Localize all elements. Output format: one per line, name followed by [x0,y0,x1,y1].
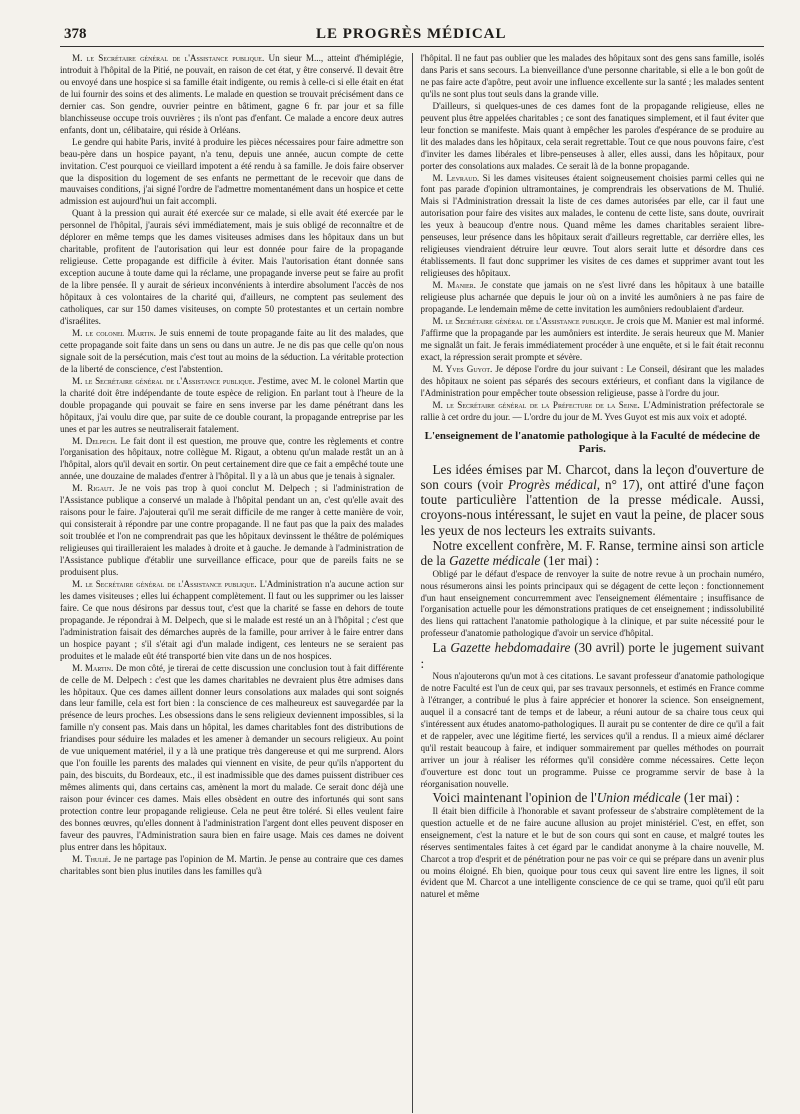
lead-text: La [432,640,451,656]
cited-journal: Progrès médical [508,476,597,492]
paragraph [421,280,765,316]
quoted-extract: Nous n'ajouterons qu'un mot à ces citations. Le savant professeur d'anatomie pathologique de notre Faculté est l'un de ceux qui, par ses travaux personnels, et estimés en France comme à l'étranger, a contribué le plus à faire apprécier et honorer la science. Son enseignement, auquel il a consacré tant de temps et de labeur, a réuni autour de sa chaire tous ceux qui s'intéressent aux études anatomo-pathologiques. Il aurait pu se contenter de dire ce qu'il a fait et de rappeler, avec une légitime fierté, les services qu'il a rendus. Il a mieux aimé déclarer qu'il restait beaucoup à faire, et indiquer sommairement par quelles méthodes on pourrait arriver un jour à réaliser les réformes qu'il considère comme nécessaires. Cette leçon d'ouverture est donc tout un programme. Puisse ce programme servir de base à la réorganisation nouvelle. [420,670,764,789]
speaker-name: M. Rigaut. [72,483,115,494]
cited-journal: Union médicale [596,790,681,806]
article-columns [60,53,764,1113]
speaker-name: M. le Secrétaire général de l'Assistance publique. [72,375,255,386]
paragraph-text: Un sieur M..., atteint d'hémiplégie, introduit à l'hôpital de la Pitié, ne pouvait, en raison de cet état, y être conservé. Il devait être ou envoyé dans une hospice si sa famille était indigente, ou remis à celle-ci si elle était en état de lui fournir des soins et des aliments. Le malade en question se trouvait précisément dans ce dernier cas. Son gendre, ouvrier peintre en bâtiment, gagne 6 fr. par jour et sa fille blanchisseuse occupe trois ouvrières ; ils n'ont pas d'enfant. Ce malade a encore deux autres enfants, dont un, célibataire, qui réside à Orléans. [60,53,404,135]
paragraph [60,436,404,484]
lead-paragraph [421,790,765,805]
cited-journal: Gazette hebdomadaire [450,640,571,656]
paragraph-text: Si les dames visiteuses étaient soigneusement choisies parmi celles qui ne font pas parade d'opinion ultramontaines, je comprendrais les observations de M. Thulié. Mais si l'Administration dressait la liste de ces dames autorisées par elle, car il faut une autorisation pour faire des visites aux malades, le contenu de cette liste, sans doute, ouvrirait les yeux à beaucoup d'entre nous. Quand même les dames charitables seraient libre-penseuses, leur présence dans les hôpitaux serait d'ailleurs regrettable, car derrière elles, les religieuses viendraient détruire leur œuvre. Tout alors serait lutte et désordre dans ces établissements. Il faut donc supprimer les visites de ces dames et supprimer avant tout les religieuses des hôpitaux. [420,172,764,279]
lead-paragraph [421,640,765,671]
cited-journal: Gazette médicale [449,553,541,569]
paragraph-text: Je dépose l'ordre du jour suivant : Le Conseil, désirant que les malades des hôpitaux ne soient pas séparés des secours extérieurs, et confiant dans la vigilance de l'Administration pour empêcher toute obsession religieuse, passe à l'ordre du jour. [420,363,764,398]
paragraph [421,364,765,400]
paragraph-text: Quant à la pression qui aurait été exercée sur ce malade, si elle avait été exercée par le personnel de l'hôpital, j'aurais sévi immédiatement, mais je suis obligé de reconnaître et de déplorer en même temps que les dames visiteuses admises dans les hôpitaux dans un but charitable, profitent de l'autorisation qui leur est donnée pour faire de la propagande religieuse. Cette propagande est difficile à éviter. Mais l'autorisation étant donnée sans exception aucune à toute dame qui la réclame, une propagande inverse peut se faire au profit de la libre pensée. Il y aurait de sérieux inconvénients à interdire absolument l'accès de nos hôpitaux à ces volontaires de la charité qui, d'ailleurs, ne comptent pas seulement des catholiques, car sur 150 dames visiteuses, on compte 50 protestantes et un certain nombre d'israélites. [60,208,404,326]
speaker-name: M. Delpech. [72,435,118,446]
paragraph-text: l'hôpital. Il ne faut pas oublier que les malades des hôpitaux sont des gens sans famille, isolés dans Paris et sans secours. La bienveillance d'une personne charitable, si elle a le bon goût de ne pas faire acte d'apôtre, peut avoir une influence excellente sur la santé ; les malades sentent qu'ils ne sont plus tout seuls dans la grande ville. [420,53,764,99]
speaker-name: M. le Secrétaire général de l'Assistance publique. [72,53,265,63]
running-head [60,22,764,47]
speaker-name: M. le Secrétaire général de la Préfecture de la Seine. [432,399,640,410]
paragraph [60,208,404,328]
paragraph-text: Le gendre qui habite Paris, invité à produire les pièces nécessaires pour faire admettre son beau-père dans un hospice payant, n'a tenu, depuis une année, aucun compte de cette invitation. C'est pourquoi ce vieillard impotent a été rendu à sa famille. Je dois faire observer que la disposition du logement de ses enfants ne permettant de le recevoir que dans de mauvaises conditions, j'ai signé l'ordre de l'admettre momentanément dans un hospice et cette admission est aujourd'hui un fait accompli. [60,136,404,207]
paragraph [421,400,765,424]
speaker-name: M. Yves Guyot. [432,363,493,374]
speaker-name: M. le Secrétaire général de l'Assistance publique. [72,578,257,589]
speaker-name: M. Levraud. [432,172,480,183]
right-column [421,53,765,1113]
speaker-name: M. le colonel Martin. [72,327,156,338]
paragraph [60,579,404,663]
speaker-name: M. Martin. [72,662,114,673]
lead-text: , n° 17), ont attiré d'une façon toute particulière l'attention de la presse médicale. Aussi, croyons-nous intéressant, le sujet en vaut la peine, de placer sous les yeux de nos lecteurs les extraits suivants. [420,476,764,538]
lead-text: Voici maintenant l'opinion de l' [432,790,597,806]
section-title: L'enseignement de l'anatomie pathologique à la Faculté de médecine de Paris. [424,429,760,455]
paragraph [421,53,765,101]
journal-title: LE PROGRÈS MÉDICAL [315,26,507,42]
paragraph-text: Je constate que jamais on ne s'est livré dans les hôpitaux à une bataille religieuse plus acharnée que depuis le jour où on a invité les aumôniers à ne pas faire de propagande. Le lendemain même de cette invitation les aumôniers redoublaient d'ardeur. [420,280,764,315]
paragraph-text: L'Administration n'a aucune action sur les dames visiteuses ; elles lui échappent complètement. Il faut ou les supprimer ou les laisser faire. Ce que nous désirons par dessus tout, c'est que la charité se fasse en dehors de toute propagande. Je répondrai à M. Delpech, que si le malade est resté un an à l'hôpital ; c'est que l'administration faisait des démarches auprès de la famille, pour arriver à le faire entrer dans un hospice payant ; s'il s'était agi d'un malade indigent, ces lenteurs ne se seraient pas produites et le malade eût été transporté bien vite dans un de nos hospices. [60,578,404,661]
paragraph-text: De mon côté, je tirerai de cette discussion une conclusion tout à fait différente de celle de M. Delpech : c'est que les dames charitables ne devraient plus être admises dans les hôpitaux. Que ces dames aillent donner leurs consolations aux malades qui sont soignés dans leur famille, cela est fort bien : la conscience de ces malheureux est sauvegardée par la présence de leurs proches. Les obsessions dans le sens religieux deviennent impossibles, si la famille n'y consent pas. Mais dans un hôpital, les dames charitables font des distributions de friandises pour séduire les malades et les amener à demander un secours religieux. Au point de vue uniquement matériel, il y a là une pratique très dangereuse et qui me surprend. Alors que l'on fouille les parents des malades qui viennent en visite, de peur qu'ils n'apportent du pain, des biscuits, du Bordeaux, etc., il est inadmissible que des dames puissent distribuer ces mêmes aliments qui, dans certains cas, amènent la mort du malade. Ce serait donc déjà une raison pour évincer ces dames. Mais elles obsèdent en outre des infortunés qui sont sans protection contre leur propagande religieuse. Cela ne peut être toléré. Si elles veulent faire des bonnes œuvres, qu'elles donnent à l'administration l'argent dont elles peuvent disposer en faveur des pauvres, l'Administration saura bien en faire usage. Mais ces dames ne doivent plus entrer dans les hôpitaux. [60,662,404,852]
lead-paragraph [421,538,765,569]
paragraph-text: D'ailleurs, si quelques-unes de ces dames font de la propagande religieuse, elles ne peuvent plus être appelées charitables ; ce sont des fanatiques simplement, et il faut éviter que leur fonction se manifeste. Mais quant à empêcher les paroles d'espérance de se produire au lit des malades dans les hôpitaux, cela serait regrettable. Tout ce que nous pouvons faire, c'est d'inviter les dames libérales et libre-penseuses à aller, elles aussi, dans les hôpitaux, pour porter des consolations aux malades. Ce serait là de la bonne propagande. [420,100,764,171]
paragraph [60,328,404,376]
paragraph-text: Le fait dont il est question, me prouve que, contre les règlements et contre l'organisation des hôpitaux, notre collègue M. Rigaut, a obtenu qu'un malade restât un an à l'hôpital, alors qu'il devait en sortir. On peut certainement dire que ce fait a empêché toute une année, une douzaine de malades d'entrer à l'hôpital. Il y a là un abus que je tenais à signaler. [60,435,404,482]
paragraph [60,137,404,209]
paragraph [60,53,404,137]
paragraph-text: Je ne vois pas trop à quoi conclut M. Delpech ; si l'administration de l'Assistance publique a conservé un malade à l'hôpital pendant un an, c'est qu'elle avait des raisons pour le faire. J'ajouterai qu'il me serait difficile de me ranger à cette manière de voir, qui consisterait à répondre par une contre propagande. Il ne faut pas que la paix des malades soit troublée et l'on ne comprendrait pas que les hôpitaux devinssent le théâtre de polémiques religieuses qui tirailleraient les malades à droite et à gauche. Je demande à l'administration de l'Assistance publique d'établir une surveillance efficace, pour que de pareils faits ne se produisent plus. [60,483,404,577]
lead-text: Les idées émises par M. Charcot, dans la leçon d'ouverture de son cours (voir [420,461,764,492]
left-column [60,53,404,1113]
lead-text: (30 avril) porte le jugement suivant : [420,640,764,671]
paragraph-text: Je crois que M. Manier est mal informé. J'affirme que la propagande par les aumôniers est interdite. Je serais heureux que M. Manier me signalât un fait. Je ferais immédiatement procéder à une enquête, et si le fait était reconnu exact, la répression serait prompte et sévère. [420,315,764,362]
paragraph [60,663,404,854]
paragraph-text: Je suis ennemi de toute propagande faite au lit des malades, que cette propagande soit faite dans un sens ou dans un autre. Je ne dis pas que celle qu'on nous signale soit de la persécution, mais c'est tout au moins de la séduction. La véritable protection de la liberté de conscience, c'est l'abstention. [60,327,404,374]
speaker-name: M. le Secrétaire général de l'Assistance publique. [432,315,614,326]
paragraph [421,173,765,281]
page-number: 378 [64,26,87,42]
paragraph [60,376,404,436]
column-divider [412,53,413,1113]
paragraph [60,854,404,878]
paragraph [421,101,765,173]
lead-text: Notre excellent confrère, M. F. Ranse, termine ainsi son article de la [420,538,764,569]
quoted-extract: Obligé par le défaut d'espace de renvoyer la suite de notre revue à un prochain numéro, nous résumerons ainsi les points principaux qui se dégagent de cette leçon : fonctionnement d'un haut enseignement concurremment avec l'enseignement élémentaire ; insuffisance de l'organisation actuelle pour les démonstrations pratiques de cet enseignement ; indissolubilité des liens qui rattachent l'anatomie pathologique à la clinique, et par suite nécessité pour le professeur d'anatomie pathologique d'avoir un service d'hôpital. [420,568,764,639]
speaker-name: M. Thulié. [72,853,111,864]
lead-paragraph [421,462,765,538]
speaker-name: M. Manier. [432,280,476,291]
paragraph-text: Je ne partage pas l'opinion de M. Martin. Je pense au contraire que ces dames charitables sont bien plus inutiles dans les familles qu'à [60,853,404,876]
quoted-extract: Il était bien difficile à l'honorable et savant professeur de s'abstraire complètement de la question actuelle et de ne faire aucune allusion au projet ministériel. C'est, en effet, son enseignement, c'est la nature et le but de son cours qui sont en cause, et malgré toutes les réserves sentimentales faites à cet égard par le candidat anonyme à la chaire nouvelle, M. Charcot a trop d'esprit et de pénétration pour ne pas voir ce qui se prépare dans un avenir plus ou moins éloigné. Eh bien, quoique pour tous ceux qui savent lire entre les lignes, il soit évident que M. Charcot a une intelligente conscience de ce qui se trame, quoi qu'il eût paru naturel et même [420,805,764,900]
lead-text: (1er mai) : [680,790,740,806]
paragraph [421,316,765,364]
lead-text: (1er mai) : [540,553,600,569]
paragraph-text: L'Administration préfectorale se rallie à cet ordre du jour. — L'ordre du jour de M. Yves Guyot est mis aux voix et adopté. [420,399,764,422]
paragraph [60,483,404,579]
paragraph-text: J'estime, avec M. le colonel Martin que la charité doit être indépendante de toute espèce de religion. En parlant tout à l'heure de la double propagande qui pouvait se faire en sens inverse par les dame pénétrant dans les hôpitaux, j'ai voulu dire que, par suite de ce double courant, la propagande entreprise par les unes et par les autres se neutraliserait fatalement. [60,375,404,434]
